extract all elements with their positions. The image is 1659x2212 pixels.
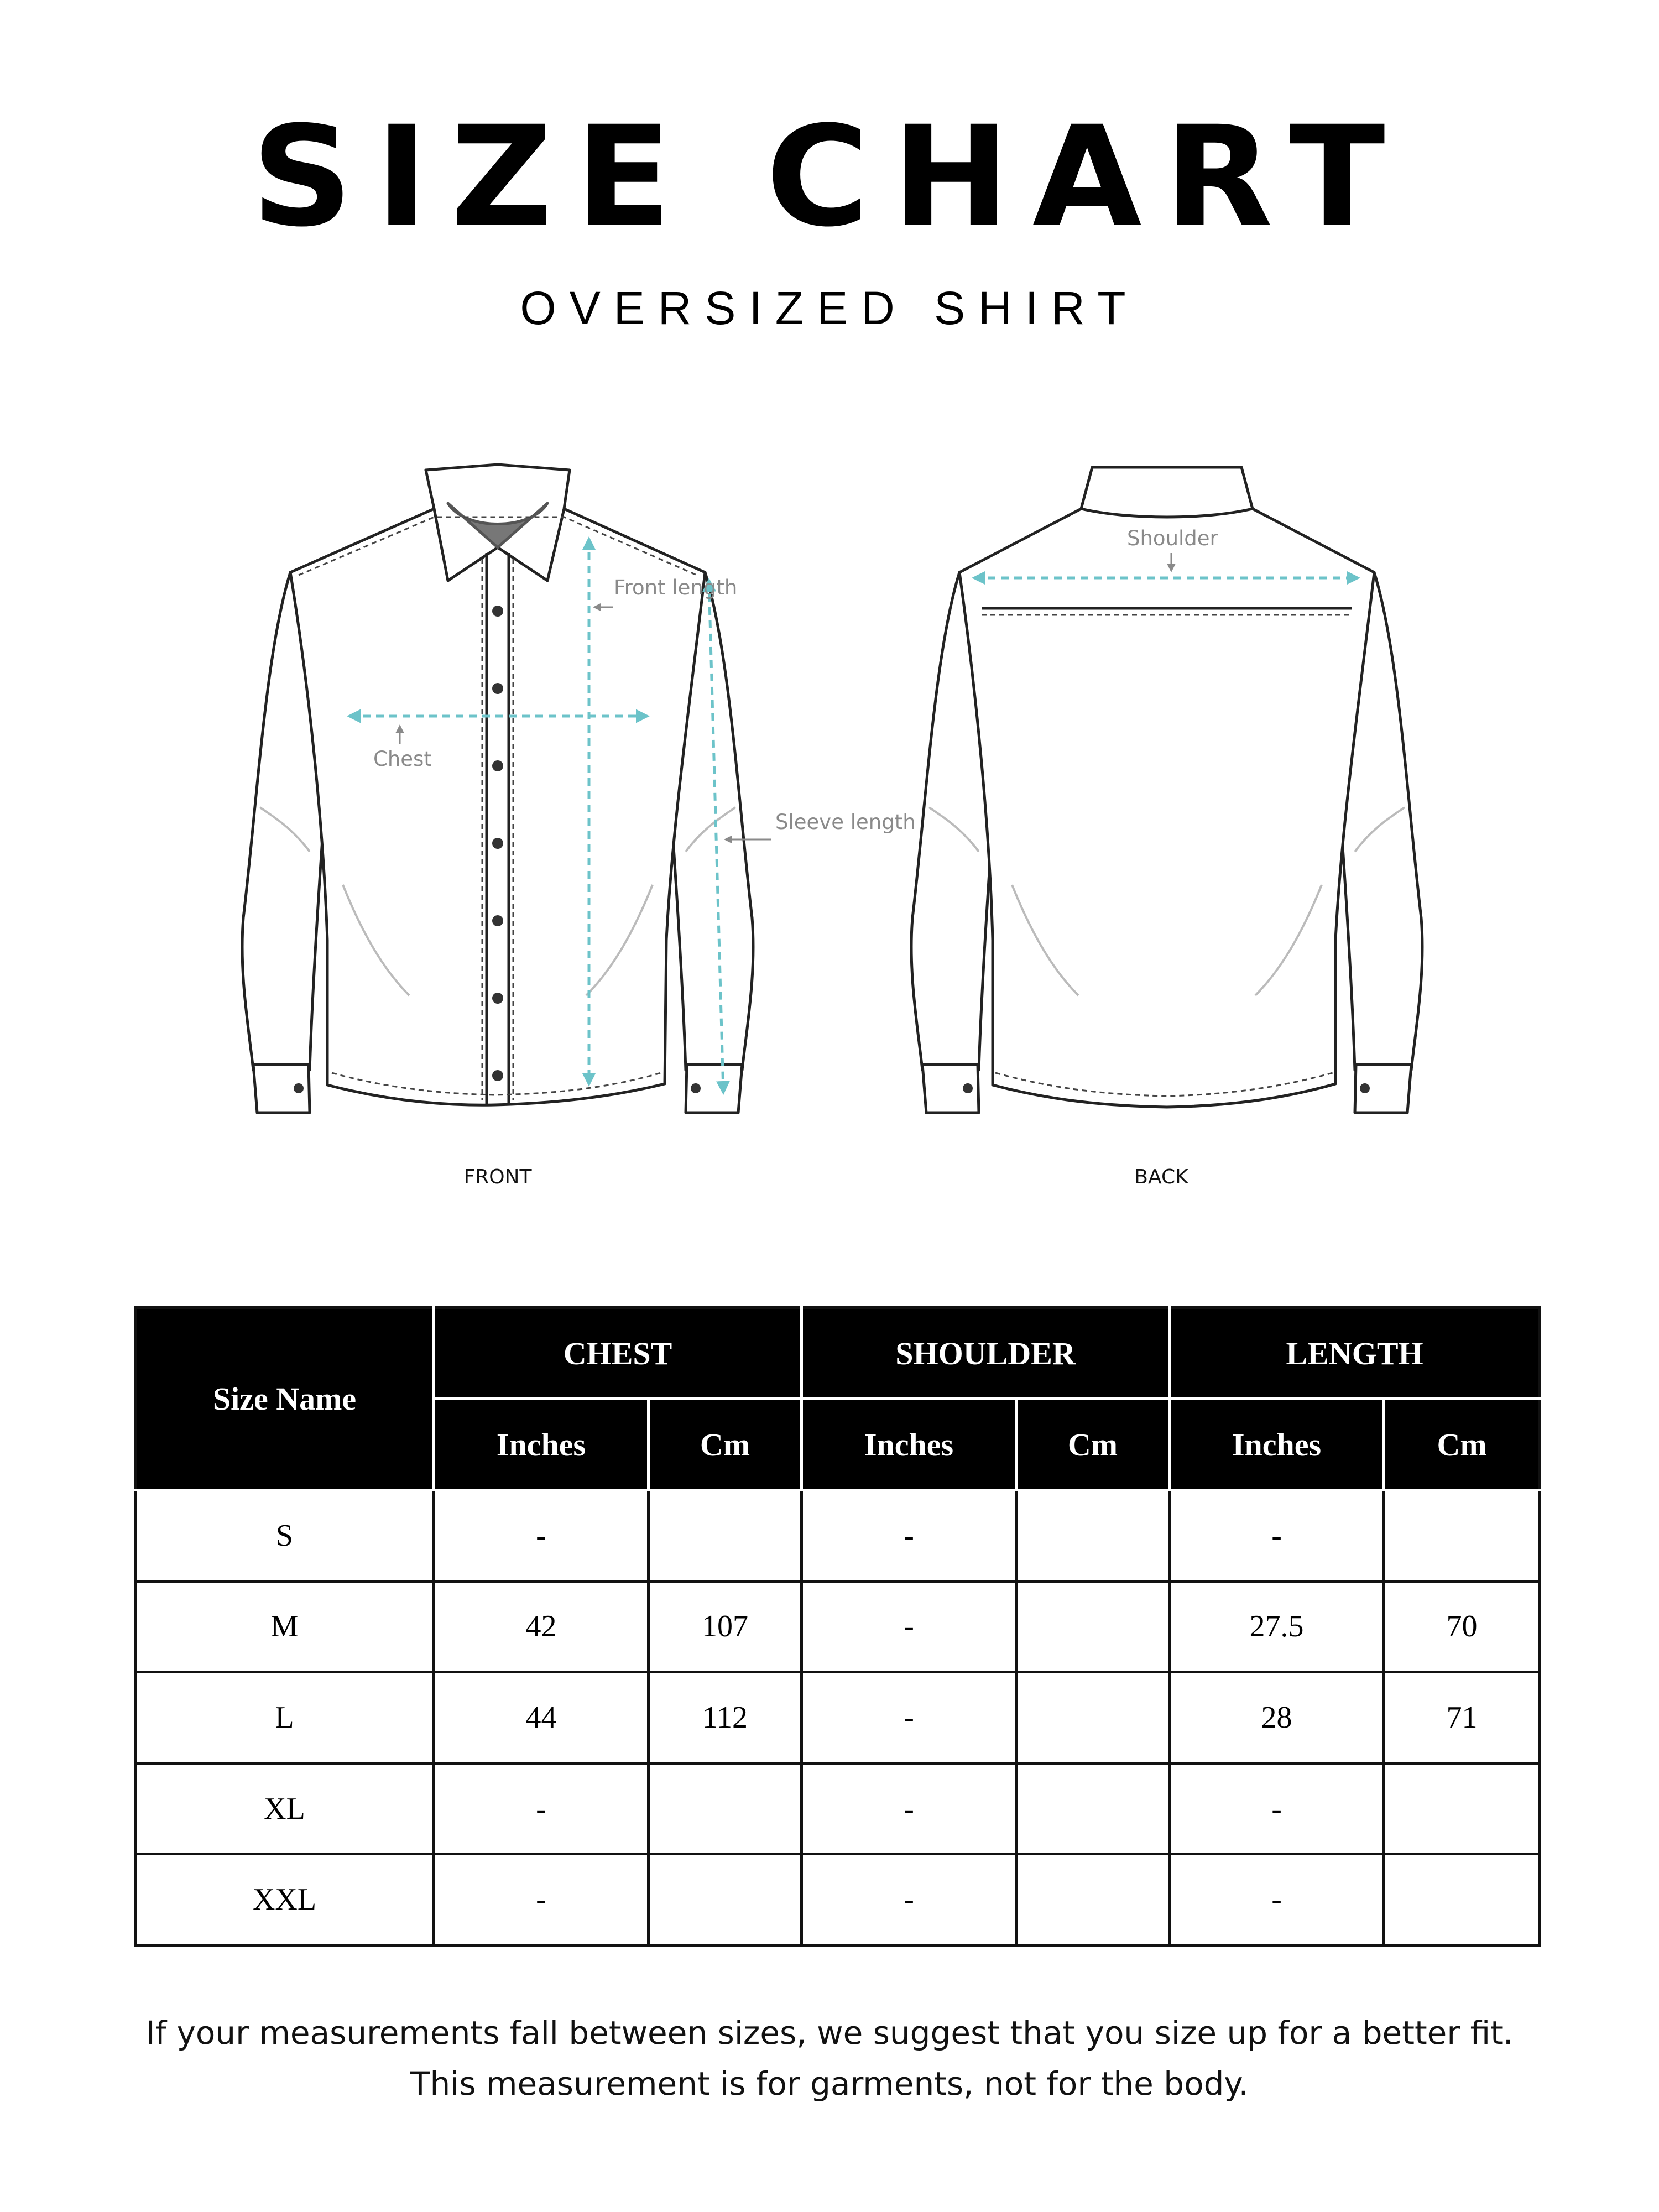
chest-cm-cell xyxy=(649,1763,802,1854)
front-shirt-drawing xyxy=(242,465,753,1113)
chest-cm-header: Cm xyxy=(649,1399,802,1490)
length-cm-header: Cm xyxy=(1384,1399,1540,1490)
shoulder-cm-cell xyxy=(1016,1581,1170,1672)
chest-cm-cell xyxy=(649,1490,802,1582)
length-cm-cell: 70 xyxy=(1384,1581,1540,1672)
size-cell: XXL xyxy=(135,1854,434,1945)
shoulder-cm-cell xyxy=(1016,1854,1170,1945)
page-subtitle: OVERSIZED SHIRT xyxy=(520,282,1139,334)
shoulder-cm-header: Cm xyxy=(1016,1399,1170,1490)
sizing-note-line-2: This measurement is for garments, not for the body. xyxy=(410,2065,1249,2103)
chest-cm-cell: 107 xyxy=(649,1581,802,1672)
size-table xyxy=(134,1306,1541,1947)
size-cell: L xyxy=(135,1672,434,1764)
chest-cm-cell: 112 xyxy=(649,1672,802,1764)
shoulder-inches-cell: - xyxy=(802,1581,1016,1672)
length-inches-cell: - xyxy=(1170,1854,1384,1945)
shoulder-inches-cell: - xyxy=(802,1672,1016,1764)
sizing-note-line-1: If your measurements fall between sizes, we suggest that you size up for a better fit. xyxy=(145,2014,1514,2052)
shoulder-inches-cell: - xyxy=(802,1490,1016,1582)
header-row-groups xyxy=(135,1308,1540,1399)
size-name-header: Size Name xyxy=(135,1308,434,1490)
size-cell: M xyxy=(135,1581,434,1672)
table-row xyxy=(135,1763,1540,1854)
length-cm-cell: 71 xyxy=(1384,1672,1540,1764)
length-cm-cell xyxy=(1384,1763,1540,1854)
length-cm-cell xyxy=(1384,1490,1540,1582)
length-cm-cell xyxy=(1384,1854,1540,1945)
shoulder-label: Shoulder xyxy=(1127,526,1218,550)
table-row xyxy=(135,1490,1540,1582)
size-cell: XL xyxy=(135,1763,434,1854)
back-view-label: BACK xyxy=(1134,1166,1188,1188)
table-row xyxy=(135,1672,1540,1764)
table-row xyxy=(135,1854,1540,1945)
chest-label: Chest xyxy=(373,747,432,771)
chest-inches-cell: - xyxy=(434,1490,649,1582)
front-view-label: FRONT xyxy=(463,1166,532,1188)
sizing-note xyxy=(0,2007,1659,2109)
chest-header: CHEST xyxy=(434,1308,802,1399)
shoulder-cm-cell xyxy=(1016,1490,1170,1582)
length-header: LENGTH xyxy=(1170,1308,1540,1399)
shoulder-inches-cell: - xyxy=(802,1763,1016,1854)
chest-inches-cell: - xyxy=(434,1854,649,1945)
chest-cm-cell xyxy=(649,1854,802,1945)
length-inches-header: Inches xyxy=(1170,1399,1384,1490)
page-title: SIZE CHART xyxy=(251,96,1408,257)
front-length-label: Front length xyxy=(614,576,738,599)
length-inches-cell: 28 xyxy=(1170,1672,1384,1764)
chest-inches-cell: 42 xyxy=(434,1581,649,1672)
length-inches-cell: - xyxy=(1170,1763,1384,1854)
shoulder-cm-cell xyxy=(1016,1672,1170,1764)
chest-inches-cell: - xyxy=(434,1763,649,1854)
chest-inches-cell: 44 xyxy=(434,1672,649,1764)
shoulder-header: SHOULDER xyxy=(802,1308,1170,1399)
length-inches-cell: - xyxy=(1170,1490,1384,1582)
length-inches-cell: 27.5 xyxy=(1170,1581,1384,1672)
shoulder-cm-cell xyxy=(1016,1763,1170,1854)
table-row xyxy=(135,1581,1540,1672)
shoulder-inches-header: Inches xyxy=(802,1399,1016,1490)
back-shirt-drawing xyxy=(911,467,1422,1113)
chest-inches-header: Inches xyxy=(434,1399,649,1490)
size-cell: S xyxy=(135,1490,434,1582)
sleeve-length-label: Sleeve length xyxy=(775,810,916,834)
shoulder-inches-cell: - xyxy=(802,1854,1016,1945)
